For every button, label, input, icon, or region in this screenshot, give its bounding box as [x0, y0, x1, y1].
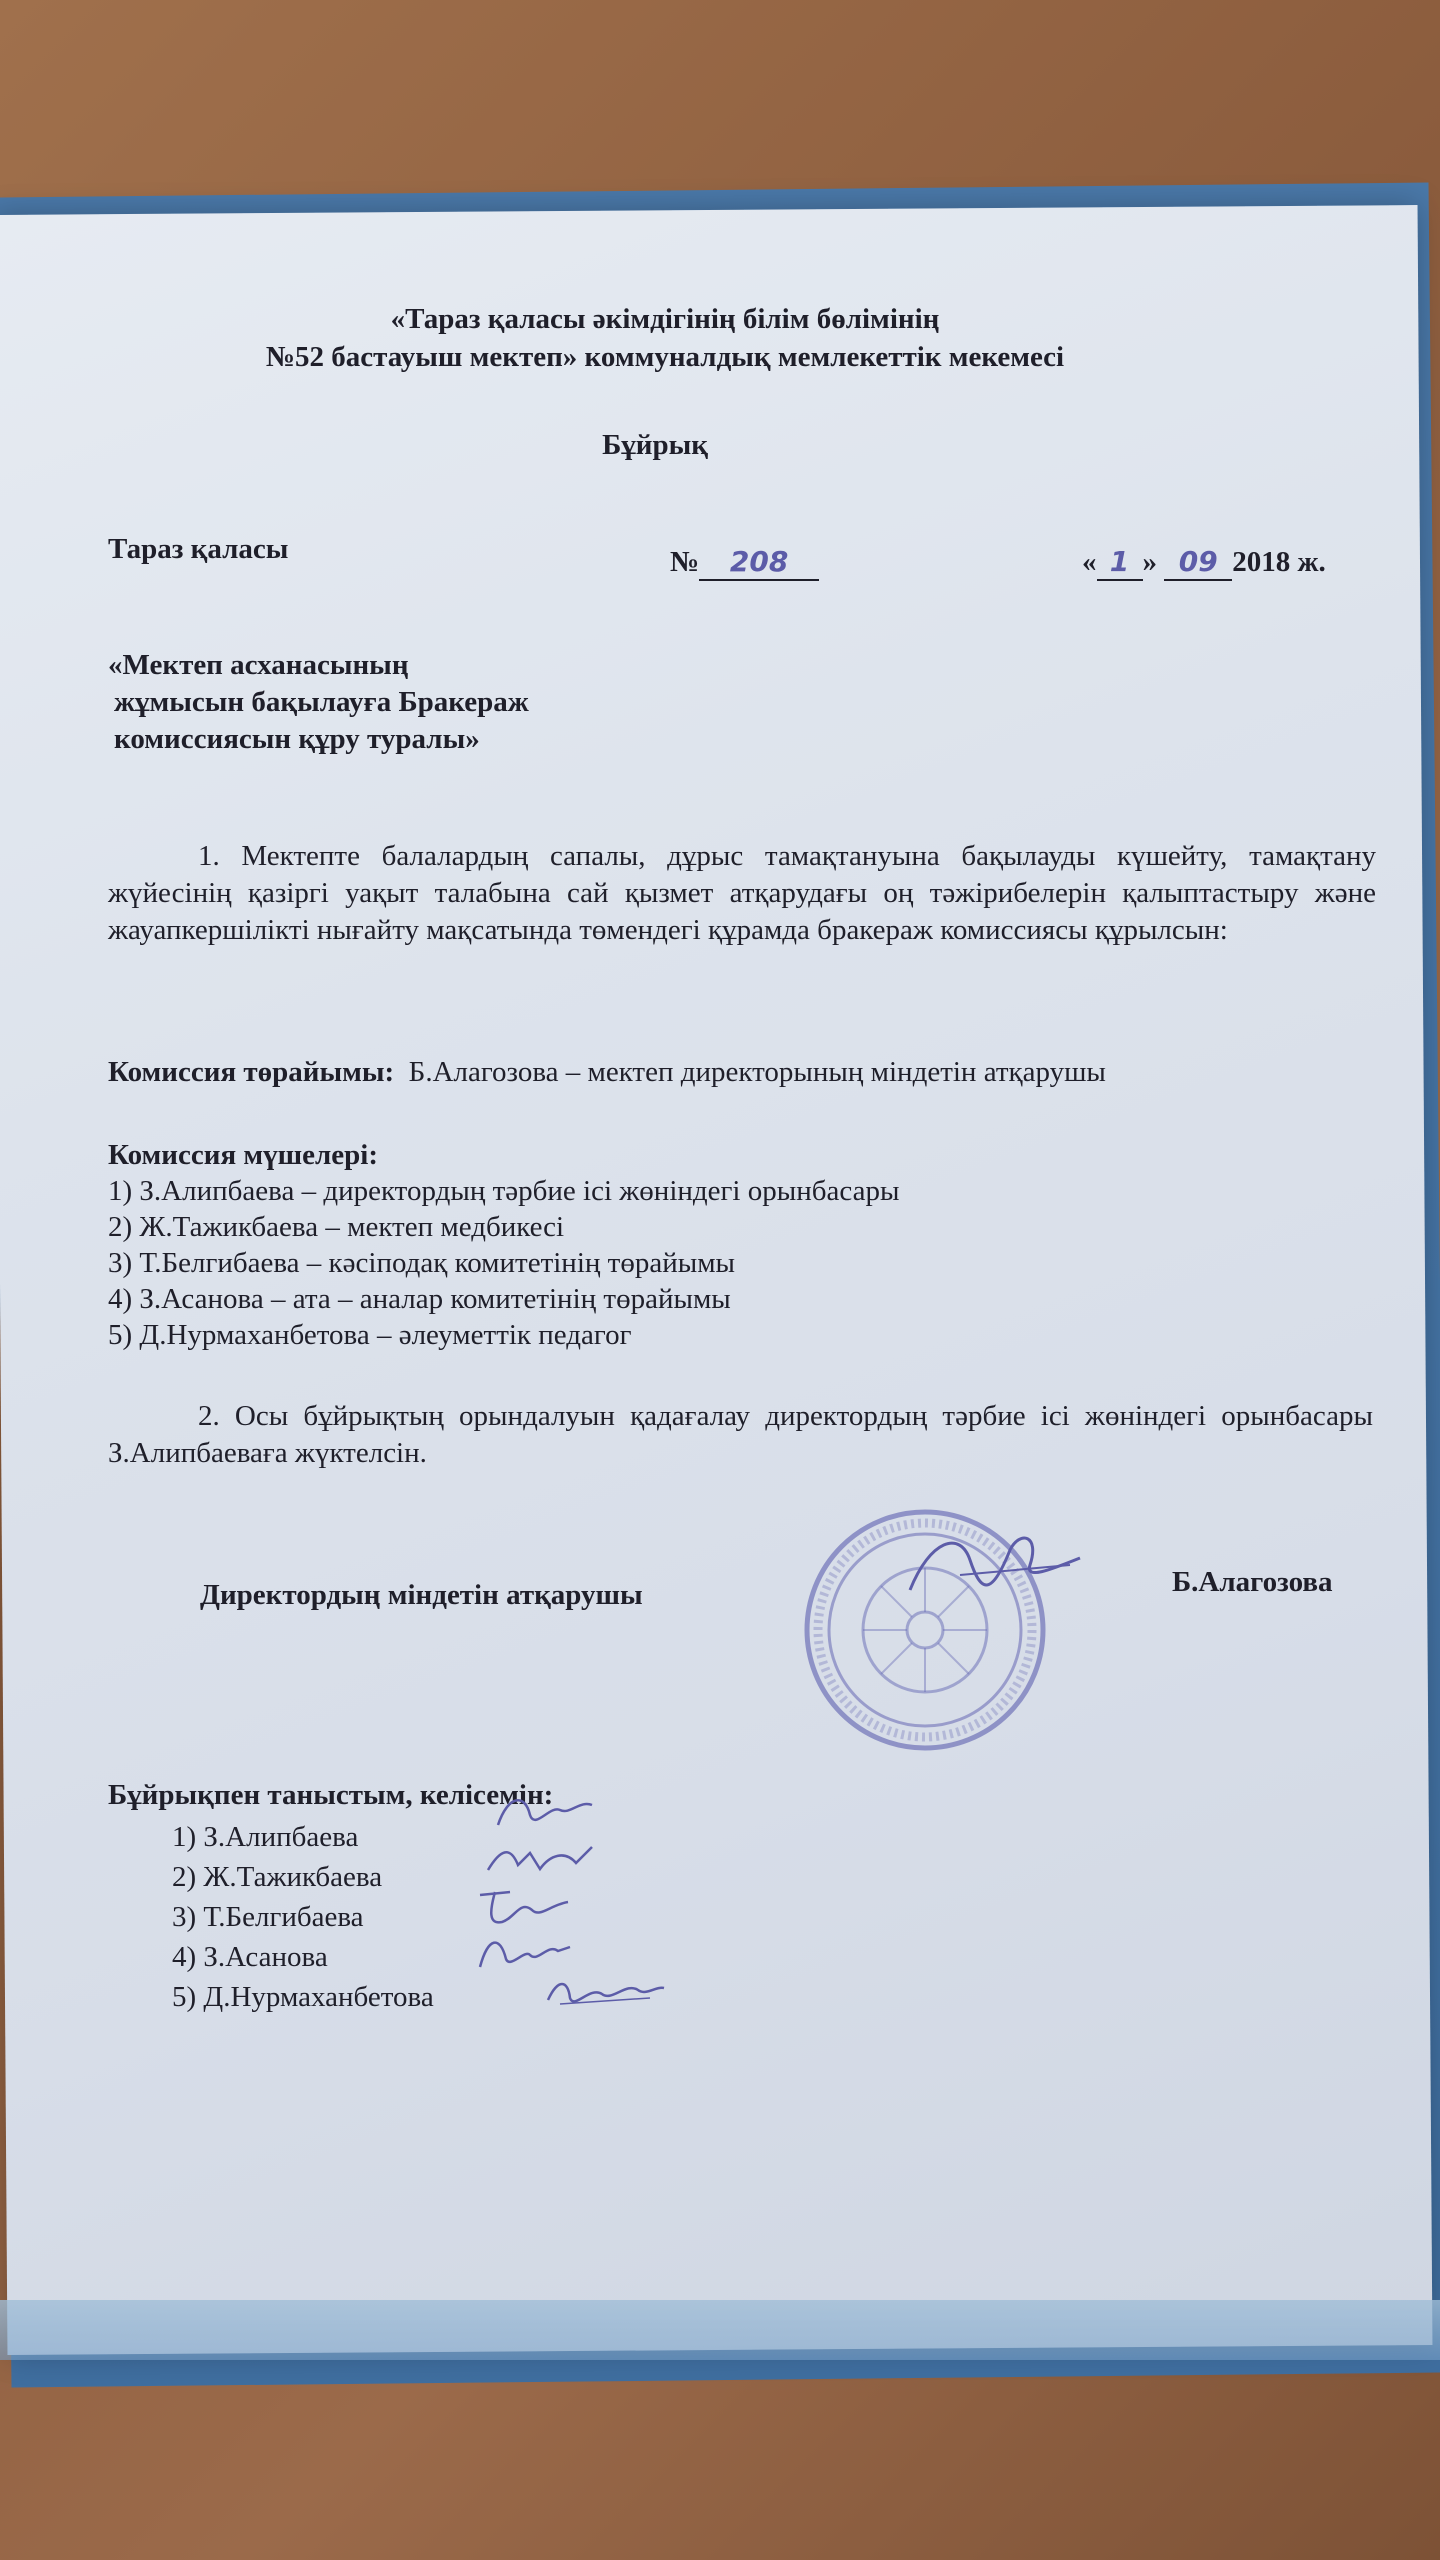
acquaintance-item-5: 5) Д.Нурмаханбетова	[172, 1981, 434, 2013]
subject-line-3: комиссиясын құру туралы»	[114, 723, 480, 755]
paragraph-2: 2. Осы бұйрықтың орындалуын қадағалау директордың тәрбие ісі жөніндегі орынбасары З.Алипбаеваға жүктелсін.	[108, 1400, 1373, 1469]
chair-value: Б.Алагозова – мектеп директорының міндетін атқарушы	[408, 1056, 1106, 1088]
commission-chair	[108, 1055, 1106, 1090]
acquaintance-item-3: 3) Т.Белгибаева	[172, 1901, 364, 1933]
doc-type-title: Бұйрық	[602, 429, 708, 461]
member-item-1: 1) З.Алипбаева – директордың тәрбие ісі жөніндегі орынбасары	[108, 1175, 900, 1207]
signature-5-icon	[540, 1968, 670, 2018]
director-signature-icon	[900, 1520, 1090, 1610]
paragraph-1: 1. Мектепте балалардың сапалы, дұрыс тамақтануына бақылауды күшейту, тамақтану жүйесінің қазіргі уақыт талабына сай қызмет атқарудағы оң тәжірибелерін қалыптастыру және жауапкершілікті нығайту мақсатында төмендегі құрамда бракераж комиссиясы құрылсын:	[108, 840, 1376, 946]
date-open-quote: «	[1082, 546, 1097, 578]
city-label: Тараз қаласы	[108, 533, 289, 565]
date-day: 1	[1097, 545, 1143, 581]
header-line-2: №52 бастауыш мектеп» коммуналдық мемлекеттік мекемесі	[265, 341, 1065, 373]
member-item-5: 5) Д.Нурмаханбетова – әлеуметтік педагог	[108, 1319, 632, 1351]
date-year: 2018 ж.	[1232, 546, 1326, 578]
date-month: 09	[1164, 545, 1232, 581]
order-date	[1082, 545, 1326, 581]
members-label: Комиссия мүшелері:	[108, 1139, 378, 1171]
number-value: 208	[699, 545, 819, 581]
header-line-1: «Тараз қаласы әкімдігінің білім бөлімінің	[390, 303, 940, 335]
member-item-3: 3) Т.Белгибаева – кәсіподақ комитетінің төрайымы	[108, 1247, 736, 1279]
order-number	[670, 545, 819, 581]
number-prefix: №	[670, 546, 700, 578]
acquaintance-label: Бұйрықпен таныстым, келісемін:	[108, 1779, 554, 1811]
acquaintance-item-2: 2) Ж.Тажикбаева	[172, 1861, 383, 1893]
acquaintance-item-4: 4) З.Асанова	[172, 1941, 328, 1973]
signatory-title: Директордың міндетін атқарушы	[200, 1579, 643, 1611]
signatory-name: Б.Алагозова	[1172, 1566, 1333, 1598]
signature-1-icon	[490, 1785, 600, 1840]
chair-label: Комиссия төрайымы:	[108, 1056, 395, 1088]
date-close-quote: »	[1142, 546, 1157, 578]
member-item-4: 4) З.Асанова – ата – аналар комитетінің төрайымы	[108, 1283, 731, 1315]
subject-line-1: «Мектеп асханасының	[108, 649, 409, 681]
subject-line-2: жұмысын бақылауға Бракераж	[114, 686, 529, 718]
member-item-2: 2) Ж.Тажикбаева – мектеп медбикесі	[108, 1211, 565, 1243]
acquaintance-item-1: 1) З.Алипбаева	[172, 1821, 359, 1853]
